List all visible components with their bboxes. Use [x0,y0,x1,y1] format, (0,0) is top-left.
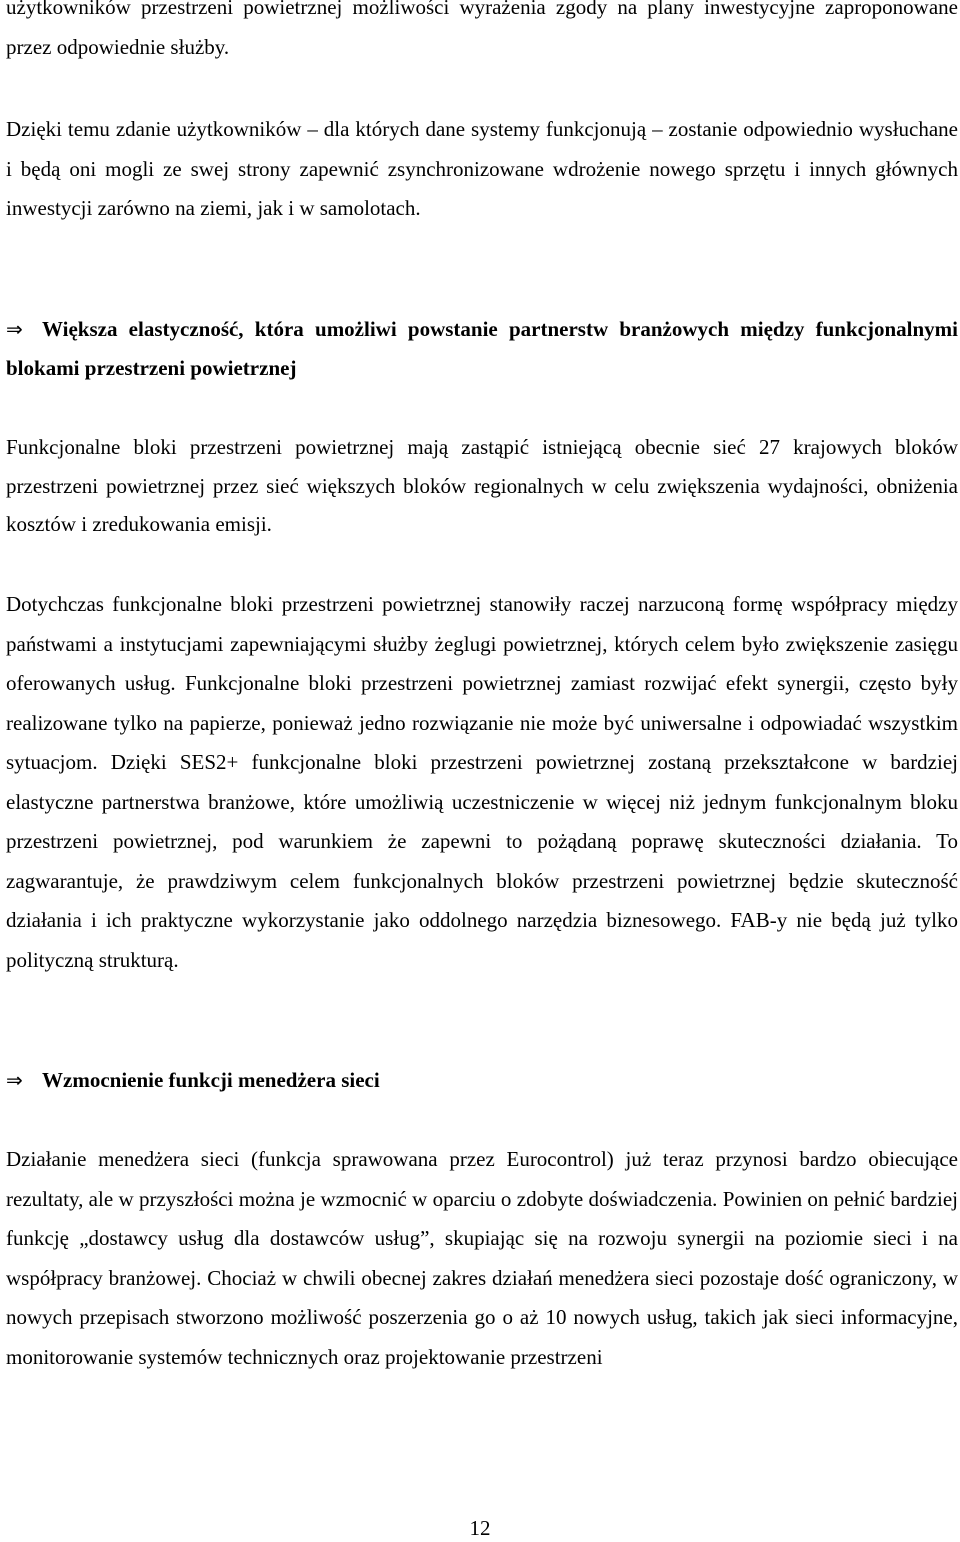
section-heading-network-manager-text: Wzmocnienie funkcji menedżera sieci [42,1068,380,1092]
paragraph-user-opinion: Dzięki temu zdanie użytkowników – dla których dane systemy funkcjonują – zostanie odpowiednio wysłuchane i będą oni mogli ze swej strony zapewnić zsynchronizowane wdrożenie nowego sprzętu i innych głównych inwestycji zarówno na ziemi, jak i w samolotach. [6,117,958,220]
paragraph-network-manager: Działanie menedżera sieci (funkcja sprawowana przez Eurocontrol) już teraz przynosi bardzo obiecujące rezultaty, ale w przyszłości można je wzmocnić w oparciu o zdobyte doświadczenia. Powinien on pełnić bardziej funkcję „dostawcy usług dla dostawców usług”, skupiając się na rozwoju synergii na poziomie sieci i na współpracy branżowej. Chociaż w chwili obecnej zakres działań menedżera sieci pozostaje dość ograniczony, w nowych przepisach stworzono możliwość poszerzenia go o aż 10 nowych usług, takich jak sieci informacyjne, monitorowanie systemów technicznych oraz projektowanie przestrzeni [6,1147,958,1369]
section-heading-flexibility [6,310,958,388]
paragraph-fab-definition: Funkcjonalne bloki przestrzeni powietrznej mają zastąpić istniejącą obecnie sieć 27 krajowych bloków przestrzeni powietrznej przez sieć większych bloków regionalnych w celu zwiększenia wydajności, obniżenia kosztów i zredukowania emisji. [6,435,958,536]
section-heading-network-manager [6,1061,958,1100]
page-number: 12 [469,1516,491,1540]
paragraph-continuation: użytkowników przestrzeni powietrznej możliwości wyrażenia zgody na plany inwestycyjne zaproponowane przez odpowiednie służby. [6,0,958,59]
paragraph-fab-history: Dotychczas funkcjonalne bloki przestrzeni powietrznej stanowiły raczej narzuconą formę współpracy między państwami a instytucjami zapewniającymi służby żeglugi powietrznej, których celem było zwiększenie zasięgu oferowanych usług. Funkcjonalne bloki przestrzeni powietrznej zamiast rozwijać efekt synergii, często były realizowane tylko na papierze, ponieważ jedno rozwiązanie nie może być uniwersalne i odpowiadać wszystkim sytuacjom. Dzięki SES2+ funkcjonalne bloki przestrzeni powietrznej zostaną przekształcone w bardziej elastyczne partnerstwa branżowe, które umożliwią uczestniczenie w więcej niż jednym funkcjonalnym bloku przestrzeni powietrznej, pod warunkiem że zapewni to pożądaną poprawę skuteczności działania. To zagwarantuje, że prawdziwym celem funkcjonalnych bloków przestrzeni powietrznej będzie skuteczność działania i ich praktyczne wykorzystanie jako oddolnego narzędzia biznesowego. FAB-y nie będą już tylko polityczną strukturą. [6,592,958,972]
section-heading-flexibility-text: Większa elastyczność, która umożliwi powstanie partnerstw branżowych między funkcjonalnymi blokami przestrzeni powietrznej [6,317,958,380]
arrow-right-icon: ⇒ [6,1068,23,1092]
arrow-right-icon: ⇒ [6,317,23,341]
